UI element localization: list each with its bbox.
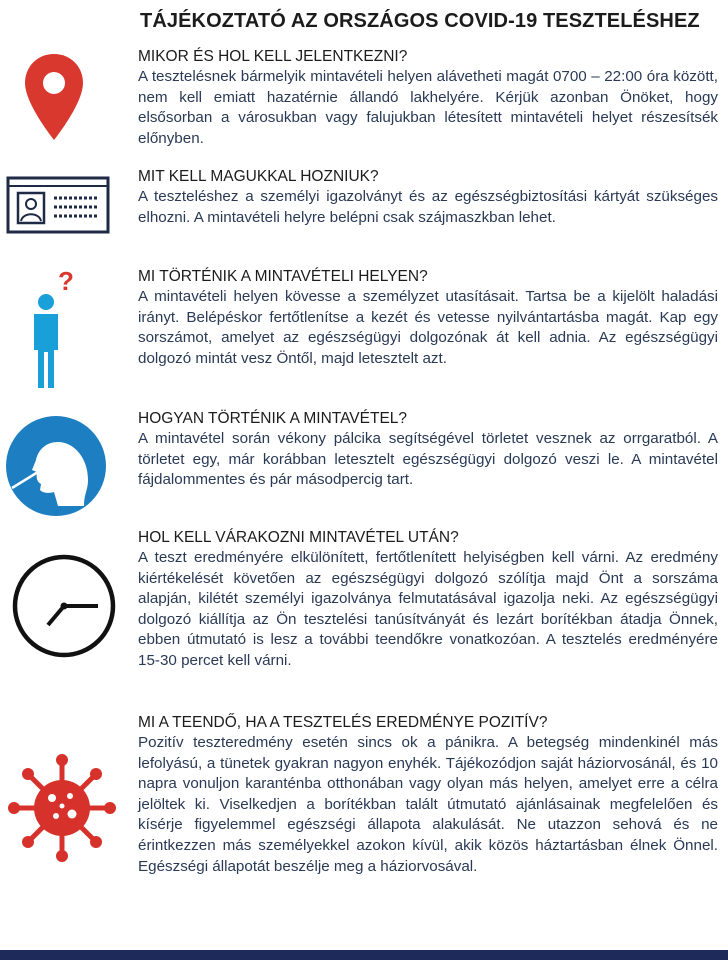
section-when-where (138, 48, 718, 149)
section-waiting (138, 529, 718, 672)
bottom-bar (0, 950, 728, 960)
section-body: A mintavétel során vékony pálcika segítségével törletet vesznek az orrgaratból. A törletet egy, már korábban letesztelt egészségügyi dolgozó veszi le. A mintavétel fájdalommentes és pár másodpercig tart. (138, 430, 718, 489)
clock-icon (10, 552, 118, 665)
section-body: A tesztelésnek bármelyik mintavételi helyen alávetheti magát 0700 – 22:00 óra között, nem kell emiatt hazatérnie állandó lakhelyére. Kérjük azonban Önöket, hogy elsősorban a városukban vagy falujukban létesített mintavételi helyet részesítsék előnyben. (138, 68, 718, 147)
section-what-to-bring (138, 168, 718, 228)
page-title: TÁJÉKOZTATÓ AZ ORSZÁGOS COVID-19 TESZTELÉSHEZ (140, 10, 700, 32)
section-heading: MI TÖRTÉNIK A MINTAVÉTELI HELYEN? (138, 268, 428, 285)
section-body: A teszt eredményére elkülönített, fertőtlenített helyiségben kell várni. Az eredmény kiértékelését követően az egészségügyi dolgozó szólítja majd Önt a sorszáma alapján, kilétét személyi igazolványa felmutatásával igazolja neki. Az egészségügyi dolgozó kiállítja az Ön tesztelési tanúsítványát és lezárt borítékban átadja Önnek, ebben útmutató is lesz a további teendőkre vonatkozóan. A tesztelés eredményére 15-30 percet kell várni. (138, 549, 718, 669)
section-how-sampling (138, 410, 718, 491)
section-heading: MIT KELL MAGUKKAL HOZNIUK? (138, 168, 379, 185)
section-positive-result (138, 714, 718, 877)
section-what-happens (138, 268, 718, 369)
svg-text:?: ? (58, 268, 74, 296)
nasal-swab-head-icon (4, 414, 108, 523)
section-heading: HOL KELL VÁRAKOZNI MINTAVÉTEL UTÁN? (138, 529, 459, 546)
virus-icon (6, 752, 118, 869)
person-question-icon (28, 268, 88, 397)
section-heading: HOGYAN TÖRTÉNIK A MINTAVÉTEL? (138, 410, 408, 427)
section-body: A mintavételi helyen kövesse a személyzet utasításait. Tartsa be a kijelölt haladási irányt. Belépéskor fertőtlenítse a kezét és vetesse nyilvántartásba magát. Kap egy sorszámot, amelyet az egészségügyi dolgozónak át kell adnia. Az egészségügyi dolgozó mintát vesz Öntől, majd letesztelt azt. (138, 288, 718, 367)
id-card-icon (6, 176, 110, 239)
section-body: Pozitív teszteredmény esetén sincs ok a pánikra. A betegség mindenkinél más lefolyású, a tünetek gyakran nagyon enyhék. Tájékozódjon saját háziorvosánál, és 10 napra vonuljon karanténba otthonában vagy olyan más helyen, amelyet erre a célra jelöltek ki. Viselkedjen a borítékban talált útmutató ajánlásainak megfelelően és kísérje figyelemmel egészségi állapota alakulását. Ne utazzon sehová és ne érintkezzen más személyekkel azokon kívül, akik közös háztartásban élnek Önnel. Egészségi állapotát beszélje meg a háziorvosával. (138, 734, 718, 875)
section-body: A teszteléshez a személyi igazolványt és az egészségbiztosítási kártyát szükséges elhozni. A mintavételi helyre belépni csak szájmaszkban lehet. (138, 188, 718, 226)
location-pin-icon (22, 52, 86, 147)
section-heading: MIKOR ÉS HOL KELL JELENTKEZNI? (138, 48, 408, 65)
section-heading: MI A TEENDŐ, HA A TESZTELÉS EREDMÉNYE POZITÍV? (138, 714, 548, 731)
